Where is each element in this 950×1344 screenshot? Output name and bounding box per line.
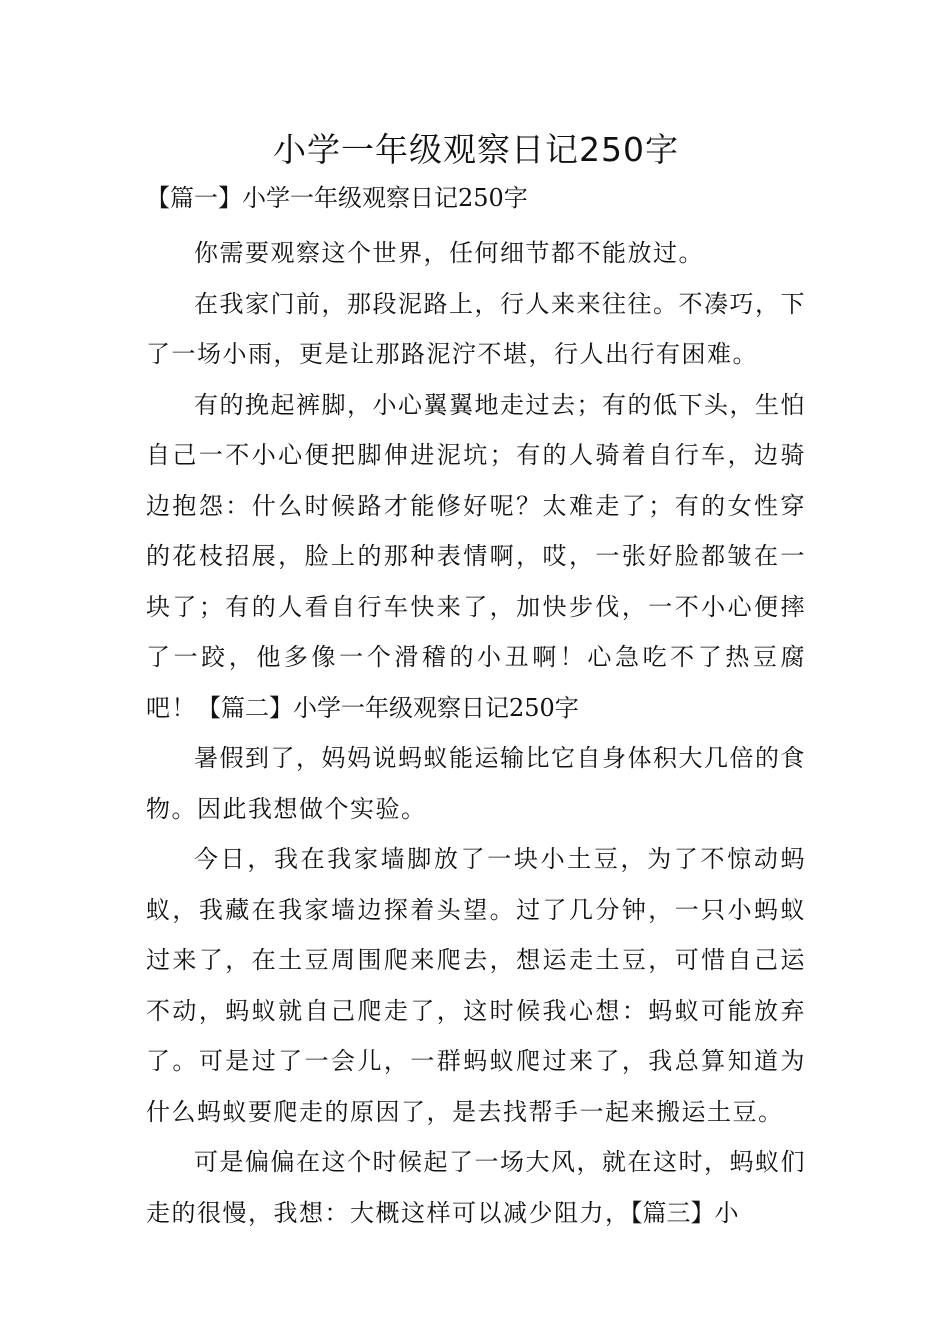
- paragraph-3-text: 有的挽起裤脚，小心翼翼地走过去；有的低下头，生怕自己一不小心便把脚伸进泥坑；有的人骑着自行车，边骑边抱怨：什么时候路才能修好呢？太难走了；有的女性穿的花枝招展，脸上的那种表情啊，哎，一张好脸都皱在一块了；有的人看自行车快来了，加快步伐，一不小心便摔了一跤，他多像一个滑稽的小丑啊！心急吃不了热豆腐吧！: [146, 390, 806, 722]
- paragraph-1: 你需要观察这个世界，任何细节都不能放过。: [194, 239, 704, 267]
- paragraph-6: [146, 1137, 806, 1238]
- section-heading-3: 【篇三】小: [630, 1198, 739, 1227]
- document-page: [146, 126, 806, 1238]
- paragraph-2: 在我家门前，那段泥路上，行人来来往往。不凑巧，下了一场小雨，更是让那路泥泞不堪，行人出行有困难。: [146, 289, 806, 368]
- paragraph-3: [146, 380, 806, 734]
- document-title: 小学一年级观察日记250字: [273, 130, 679, 169]
- paragraph-6-text: 可是偏偏在这个时候起了一场大风，就在这时，蚂蚁们走的很慢，我想：大概这样可以减少阻力，: [146, 1148, 806, 1227]
- paragraph-5: 今日，我在我家墙脚放了一块小土豆，为了不惊动蚂蚁，我藏在我家墙边探着头望。过了几分钟，一只小蚂蚁过来了，在土豆周围爬来爬去，想运走土豆，可惜自己运不动，蚂蚁就自己爬走了，这时候我心想：蚂蚁可能放弃了。可是过了一会儿，一群蚂蚁爬过来了，我总算知道为什么蚂蚁要爬走的原因了，是去找帮手一起来搬运土豆。: [146, 845, 806, 1126]
- section-heading-2: 【篇二】小学一年级观察日记250字: [197, 693, 579, 722]
- paragraph-4: 暑假到了，妈妈说蚂蚁能运输比它自身体积大几倍的食物。因此我想做个实验。: [146, 744, 806, 823]
- section-heading-1: 【篇一】小学一年级观察日记250字: [146, 184, 528, 212]
